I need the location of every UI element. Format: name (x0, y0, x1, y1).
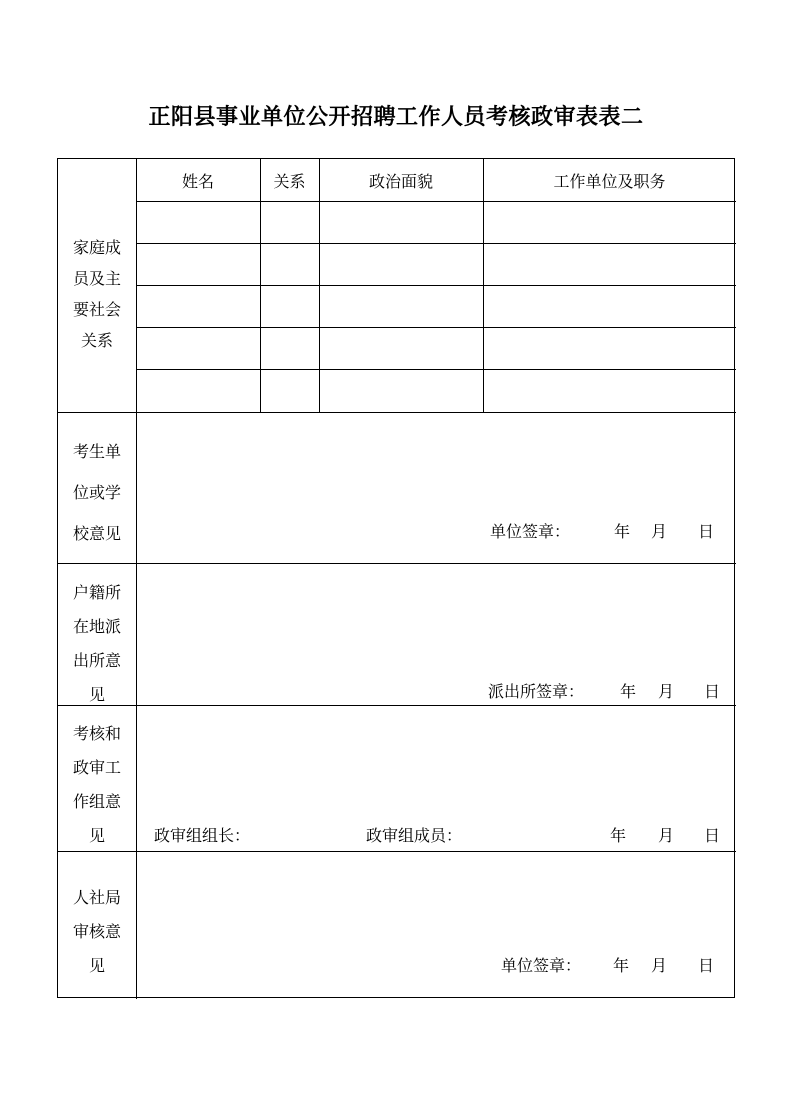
family-row-5[interactable] (136, 370, 736, 411)
police-month-label: 月 (658, 682, 675, 701)
family-row-3[interactable] (136, 286, 736, 327)
police-opinion-area[interactable] (137, 564, 736, 705)
hr-opinion-area[interactable] (137, 852, 736, 998)
review-day-label: 日 (704, 826, 721, 845)
school-year-label: 年 (614, 522, 631, 541)
hr-day-label: 日 (698, 956, 715, 975)
page-title: 正阳县事业单位公开招聘工作人员考核政审表表二 (148, 104, 644, 130)
police-year-label: 年 (620, 682, 637, 701)
review-month-label: 月 (658, 826, 675, 845)
review-leader-label: 政审组组长： (154, 826, 251, 845)
school-month-label: 月 (651, 522, 668, 541)
school-section-label: 考生单 位或学 校意见 (72, 442, 121, 543)
hr-year-label: 年 (613, 956, 630, 975)
school-day-label: 日 (698, 522, 715, 541)
hr-section-label: 人社局 审核意 见 (72, 888, 121, 975)
school-opinion-area[interactable] (137, 413, 736, 563)
review-section-label: 考核和 政审工 作组意 见 (72, 724, 121, 845)
review-member-label: 政审组成员： (366, 826, 463, 845)
family-row-1[interactable] (136, 202, 736, 243)
police-section-label: 户籍所 在地派 出所意 见 (72, 583, 121, 704)
family-row-4[interactable] (136, 328, 736, 369)
review-year-label: 年 (610, 826, 627, 845)
review-form-table (57, 158, 735, 998)
police-sign-label: 派出所签章： (488, 682, 585, 701)
column-header-relation: 关系 (273, 171, 306, 191)
hr-month-label: 月 (651, 956, 668, 975)
column-header-name: 姓名 (181, 171, 214, 191)
school-sign-label: 单位签章： (490, 522, 571, 541)
hr-sign-label: 单位签章： (501, 956, 582, 975)
column-header-political-status: 政治面貌 (368, 171, 433, 191)
police-day-label: 日 (704, 682, 721, 701)
family-section-label: 家庭成 员及主 要社会 关系 (72, 238, 121, 350)
column-header-workplace: 工作单位及职务 (553, 171, 666, 191)
family-row-2[interactable] (136, 244, 736, 285)
